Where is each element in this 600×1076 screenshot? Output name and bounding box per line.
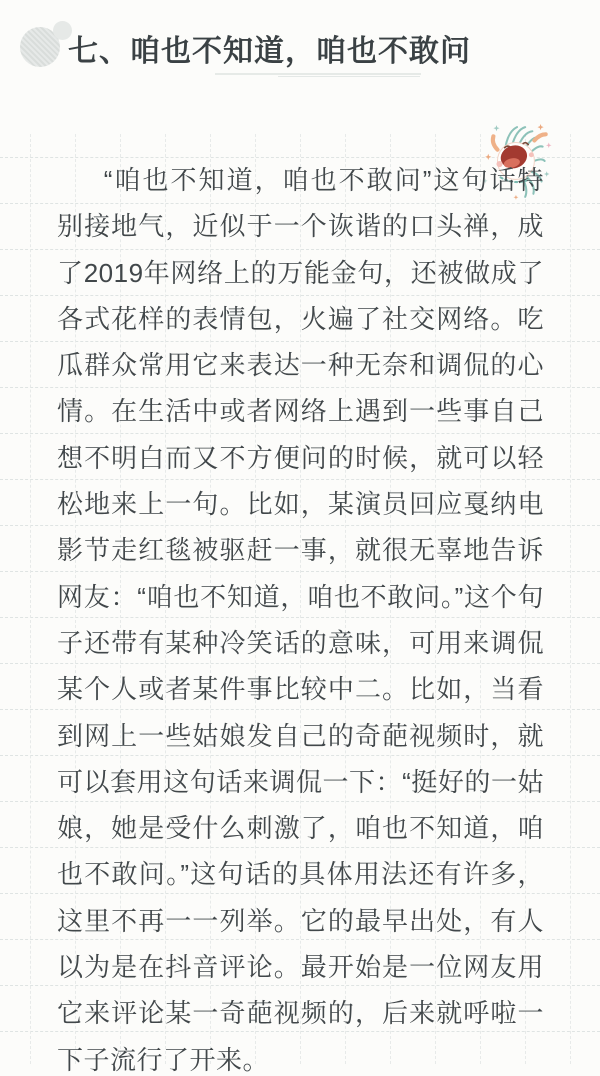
title-underline bbox=[215, 73, 421, 75]
grid-line-v bbox=[570, 134, 571, 1064]
title-underline-2 bbox=[278, 76, 420, 77]
article-paragraph: “咱也不知道，咱也不敢问”这句话特别接地气，近似于一个诙谐的口头禅，成了2019年网络上的万能金句，还被做成了各式花样的表情包，火遍了社交网络。吃瓜群众常用它来表达一种无奈和调侃的心情。在生活中或者网络上遇到一些事自己想不明白而又不方便问的时候，就可以轻松地来上一句。比如，某演员回应戛纳电影节走红毯被驱赶一事，就很无辜地告诉网友：“咱也不知道，咱也不敢问。”这个句子还带有某种冷笑话的意味，可用来调侃某个人或者某件事比较中二。比如，当看到网上一些姑娘发自己的奇葩视频时，就可以套用这句话来调侃一下：“挺好的一姑娘，她是受什么刺激了，咱也不知道，咱也不敢问。”这句话的具体用法还有许多，这里不再一一列举。它的最早出处，有人以为是在抖音评论。最开始是一位网友用它来评论某一奇葩视频的，后来就呼啦一下子流行了开来。 bbox=[57, 165, 544, 1075]
page-title: 七、咱也不知道，咱也不敢问 bbox=[68, 35, 471, 68]
grid-line-v bbox=[30, 134, 31, 1064]
